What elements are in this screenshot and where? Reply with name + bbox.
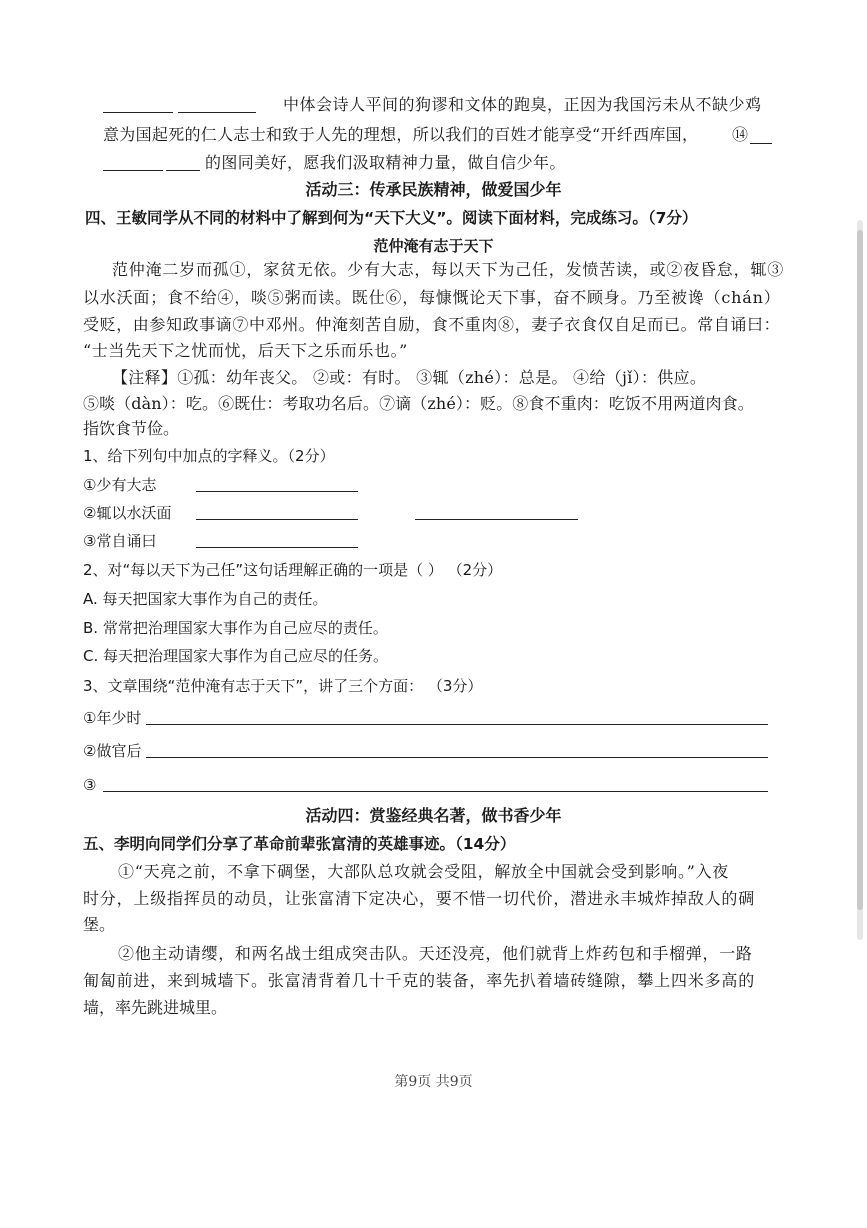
answer-blank[interactable] [415,519,578,520]
question-item: ①年少时 [83,709,142,727]
option-a[interactable]: A. 每天把国家大事作为自己的责任。 [83,590,328,608]
passage-line: 中体会诗人平间的狗谬和文体的跑臭，正因为我国污未从不缺少鸡 [283,95,762,114]
question-marker: ⑭ [732,125,749,144]
question-item: ③ [83,776,97,794]
passage-line: 墙，率先跳进城里。 [83,998,228,1017]
answer-blank[interactable] [750,143,772,144]
passage-line: ①“天亮之前，不拿下碉堡，大部队总攻就会受阻，解放全中国就会受到影响。”入夜 [118,862,729,881]
passage-line: ②他主动请缨，和两名战士组成突击队。天还没亮，他们就背上炸药包和手榴弹，一路 [118,944,753,963]
notes-line: ⑤啖（dàn）：吃。⑥既仕：考取功名后。⑦谪（zhé）：贬。⑧食不重肉：吃饭不用两道肉食。 [83,394,754,413]
page-footer: 第9页 共9页 [394,1074,473,1090]
notes-line: 【注释】①孤：幼年丧父。 ②或：有时。 ③辄（zhé）：总是。 ④给（jǐ）：供应。 [112,368,707,387]
question-item: ③常自诵曰 [83,532,157,550]
answer-blank[interactable] [196,491,358,492]
question-prompt: 2、对“每以天下为己任”这句话理解正确的一项是（ ） （2分） [83,561,503,579]
passage-line: 堡。 [83,915,116,934]
passage-line: 以水沃面；食不给④，啖⑤粥而读。既仕⑥，每慷慨论天下事，奋不顾身。乃至被谗（chán） [83,288,781,307]
option-c[interactable]: C. 每天把治理国家大事作为自己应尽的任务。 [83,647,389,665]
answer-blank[interactable] [103,170,163,171]
passage-title: 范仲淹有志于天下 [373,237,494,255]
answer-blank[interactable] [103,791,768,792]
passage-line: 的图同美好，愿我们汲取精神力量，做自信少年。 [205,153,566,172]
section-heading: 五、李明向同学们分享了革命前辈张富清的英雄事迹。（14分） [83,835,516,853]
question-item: ①少有大志 [83,476,157,494]
passage-line: 意为国起死的仁人志士和致于人先的理想，所以我们的百姓才能享受“开纤西库国， [103,125,699,144]
section-heading: 四、王敏同学从不同的材料中了解到何为“天下大义”。阅读下面材料，完成练习。（7分） [85,209,698,227]
question-item: ②做官后 [83,742,142,760]
answer-blank[interactable] [146,757,768,758]
passage-line: 匍匐前进，来到城墙下。张富清背着几十千克的装备，率先扒着墙砖缝隙，攀上四米多高的 [83,971,756,990]
passage-line: “士当先天下之忧而忧，后天下之乐而乐也。” [83,341,408,360]
option-b[interactable]: B. 常常把治理国家大事作为自己应尽的责任。 [83,619,388,637]
answer-blank[interactable] [196,547,358,548]
answer-blank[interactable] [103,112,173,113]
answer-blank[interactable] [166,170,200,171]
passage-line: 范仲淹二岁而孤①，家贫无依。少有大志，每以天下为己任，发愤苦读，或②夜昏怠，辄③ [112,260,785,279]
vertical-scrollbar[interactable] [857,220,863,940]
answer-blank[interactable] [178,112,256,113]
answer-blank[interactable] [146,724,768,725]
question-item: ②辄以水沃面 [83,504,172,522]
activity-title: 活动四：赏鉴经典名著，做书香少年 [305,806,562,825]
notes-line: 指饮食节俭。 [83,419,180,438]
passage-line: 受贬，由参知政事谪⑦中邓州。仲淹刻苦自励，食不重肉⑧，妻子衣食仅自足而已。常自诵曰： [83,315,781,334]
passage-line: 时分，上级指挥员的动员，让张富清下定决心，要不惜一切代价，潜进永丰城炸掉敌人的碉 [83,889,756,908]
answer-blank[interactable] [196,519,358,520]
question-prompt: 3、文章围绕“范仲淹有志于天下”，讲了三个方面： （3分） [83,677,483,695]
scrollbar-thumb[interactable] [857,230,863,910]
activity-title: 活动三：传承民族精神，做爱国少年 [305,180,562,199]
question-prompt: 1、给下列句中加点的字释义。（2分） [83,447,335,465]
